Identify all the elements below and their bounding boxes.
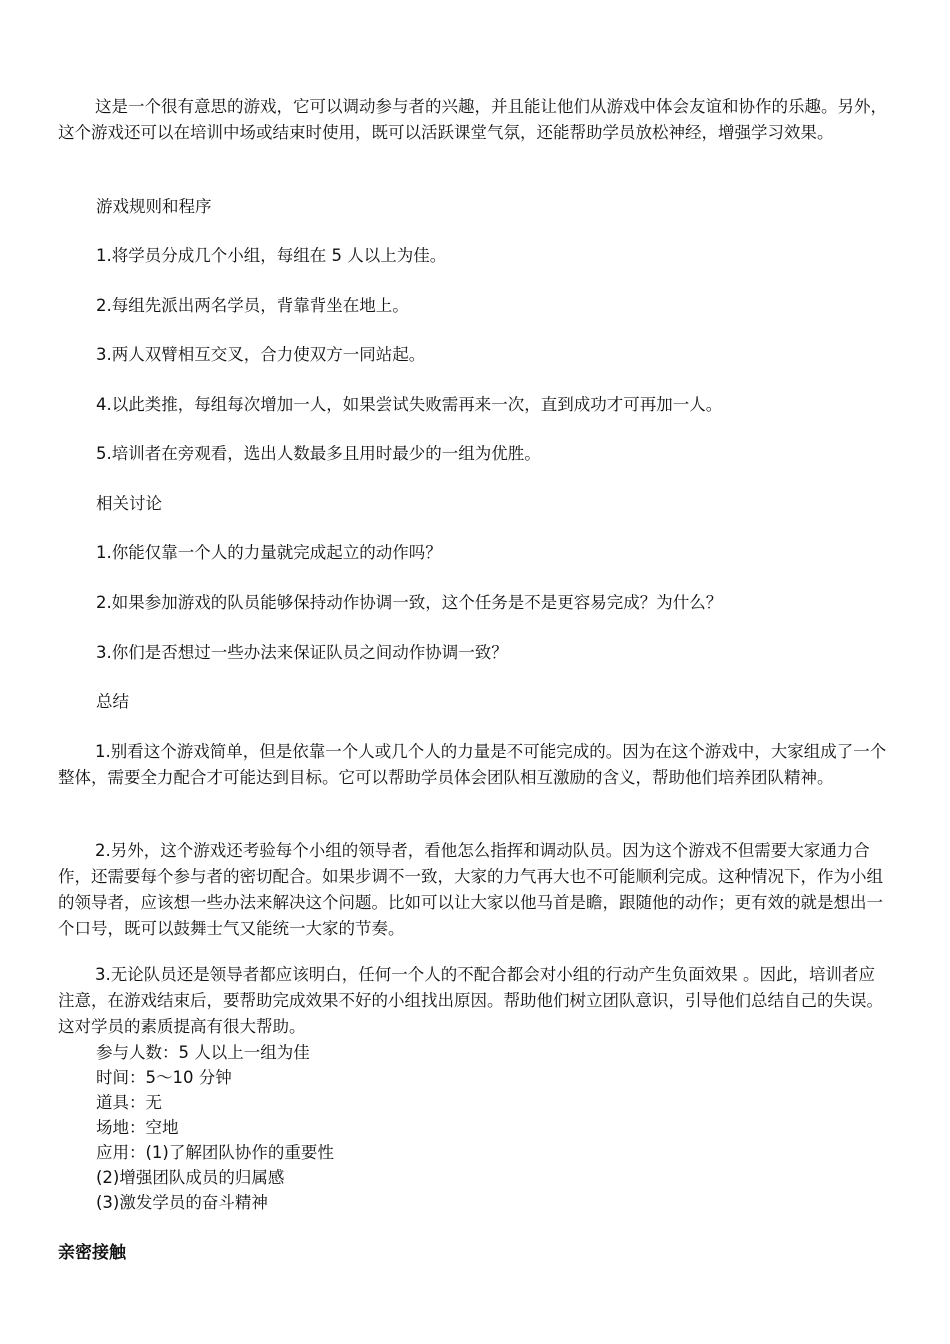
summary-item-3: 3.无论队员还是领导者都应该明白，任何一个人的不配合都会对小组的行动产生负面效果 。因此，培训者应注意，在游戏结束后，要帮助完成效果不好的小组找出原因。帮助他们树立团队意识，引导他们总结自己的失误。这对学员的素质提高有很大帮助。 <box>58 965 883 1036</box>
next-section-title: 亲密接触 <box>58 1243 126 1263</box>
meta-venue: 场地：空地 <box>96 1118 179 1137</box>
rule-item-1: 1.将学员分成几个小组，每组在 5 人以上为佳。 <box>96 246 447 265</box>
discussion-heading: 相关讨论 <box>96 494 162 513</box>
meta-props: 道具：无 <box>96 1093 162 1112</box>
meta-application: 应用：(1)了解团队协作的重要性 <box>96 1143 334 1162</box>
meta-participants: 参与人数：5 人以上一组为佳 <box>96 1043 310 1062</box>
rule-item-4: 4.以此类推，每组每次增加一人，如果尝试失败需再来一次，直到成功才可再加一人。 <box>96 395 723 414</box>
meta-application-2: (2)增强团队成员的归属感 <box>96 1168 285 1187</box>
discussion-item-2: 2.如果参加游戏的队员能够保持动作协调一致，这个任务是不是更容易完成？为什么？ <box>96 593 723 612</box>
meta-application-3: (3)激发学员的奋斗精神 <box>96 1193 268 1212</box>
discussion-item-1: 1.你能仅靠一个人的力量就完成起立的动作吗？ <box>96 543 442 562</box>
rule-item-3: 3.两人双臂相互交叉，合力使双方一同站起。 <box>96 345 426 364</box>
rule-item-5: 5.培训者在旁观看，选出人数最多且用时最少的一组为优胜。 <box>96 444 541 463</box>
rules-heading: 游戏规则和程序 <box>96 197 212 216</box>
intro-paragraph: 这是一个很有意思的游戏，它可以调动参与者的兴趣，并且能让他们从游戏中体会友谊和协作的乐趣。另外，这个游戏还可以在培训中场或结束时使用，既可以活跃课堂气氛，还能帮助学员放松神经，增强学习效果。 <box>58 97 887 142</box>
rule-item-2: 2.每组先派出两名学员，背靠背坐在地上。 <box>96 296 409 315</box>
discussion-item-3: 3.你们是否想过一些办法来保证队员之间动作协调一致？ <box>96 643 508 662</box>
meta-time: 时间：5～10 分钟 <box>96 1068 232 1087</box>
summary-item-2: 2.另外，这个游戏还考验每个小组的领导者，看他怎么指挥和调动队员。因为这个游戏不但需要大家通力合作，还需要每个参与者的密切配合。如果步调不一致，大家的力气再大也不可能顺利完成。这种情况下，作为小组的领导者，应该想一些办法来解决这个问题。比如可以让大家以他马首是瞻，跟随他的动作；更有效的就是想出一个口号，既可以鼓舞士气又能统一大家的节奏。 <box>58 841 883 938</box>
summary-heading: 总结 <box>96 692 129 711</box>
summary-item-1: 1.别看这个游戏简单，但是依靠一个人或几个人的力量是不可能完成的。因为在这个游戏中，大家组成了一个整体，需要全力配合才可能达到目标。它可以帮助学员体会团队相互激励的含义，帮助他们培养团队精神。 <box>58 742 887 787</box>
